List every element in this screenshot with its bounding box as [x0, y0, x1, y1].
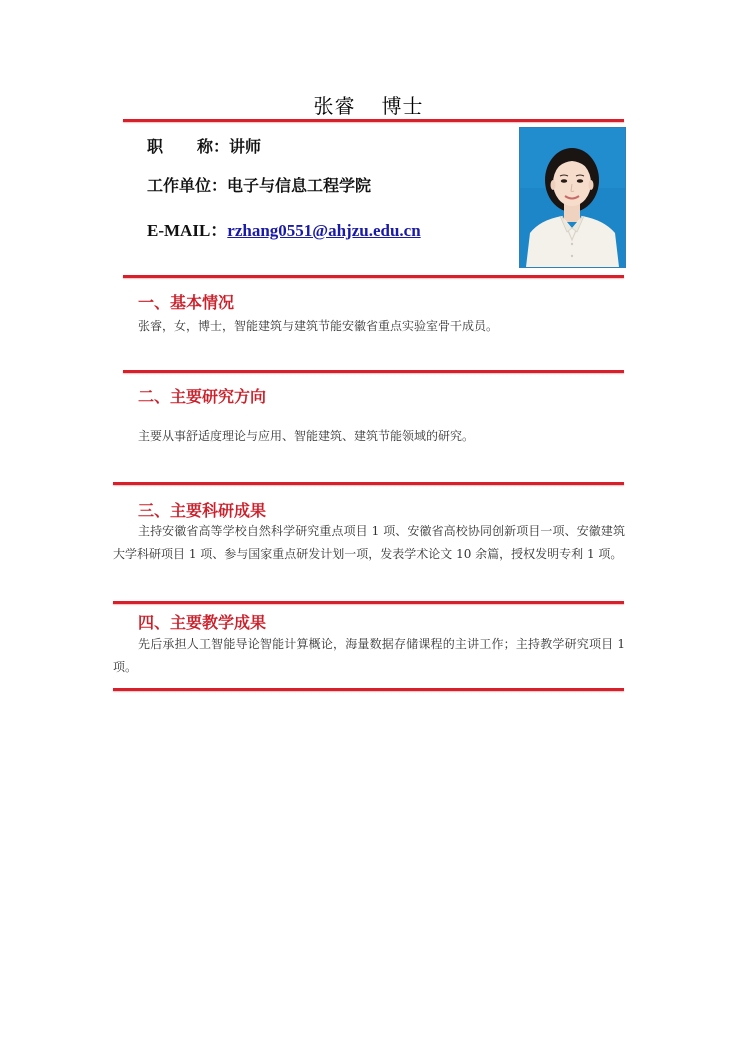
email-label: E-MAIL： — [147, 221, 228, 240]
section-divider-2 — [113, 482, 624, 485]
section-heading-research-directions: 二、主要研究方向 — [138, 387, 267, 406]
section-heading-research-results: 三、主要科研成果 — [138, 501, 267, 520]
portrait-image — [520, 128, 625, 267]
work-unit-value: 电子与信息工程学院 — [227, 176, 372, 195]
page-title — [0, 90, 737, 119]
section-heading-teaching-results: 四、主要教学成果 — [138, 613, 267, 632]
title-divider — [123, 119, 624, 122]
job-title-row — [147, 134, 261, 157]
email-link[interactable]: rzhang0551@ahjzu.edu.cn — [227, 221, 421, 240]
section-divider-3 — [113, 601, 624, 604]
profile-photo — [519, 127, 626, 268]
section-divider-1 — [123, 370, 624, 373]
section-body-research-results: 主持安徽省高等学校自然科学研究重点项目 1 项、安徽省高校协同创新项目一项、安徽建筑大学科研项目 1 项、参与国家重点研发计划一项，发表学术论文 10 余篇，授权发明专利 1 项。 — [113, 524, 625, 561]
person-degree: 博士 — [381, 94, 424, 118]
section-divider-4 — [113, 688, 624, 691]
section-heading-basic-info: 一、基本情况 — [138, 293, 235, 312]
section-body-research-directions: 主要从事舒适度理论与应用、智能建筑、建筑节能领域的研究。 — [138, 429, 475, 443]
profile-divider — [123, 275, 624, 278]
person-name: 张睿 — [313, 94, 356, 118]
email-row — [147, 216, 421, 241]
work-unit-label: 工作单位： — [147, 176, 228, 195]
work-unit-row — [147, 173, 371, 196]
job-title-label-b: 称： — [197, 137, 230, 156]
section-body-basic-info: 张睿，女，博士，智能建筑与建筑节能安徽省重点实验室骨干成员。 — [138, 319, 499, 333]
job-title-label-a: 职 — [147, 137, 164, 156]
section-body-teaching-results: 先后承担人工智能导论智能计算概论，海量数据存储课程的主讲工作；主持教学研究项目 1 项。 — [113, 637, 625, 674]
job-title-value: 讲师 — [229, 137, 262, 156]
